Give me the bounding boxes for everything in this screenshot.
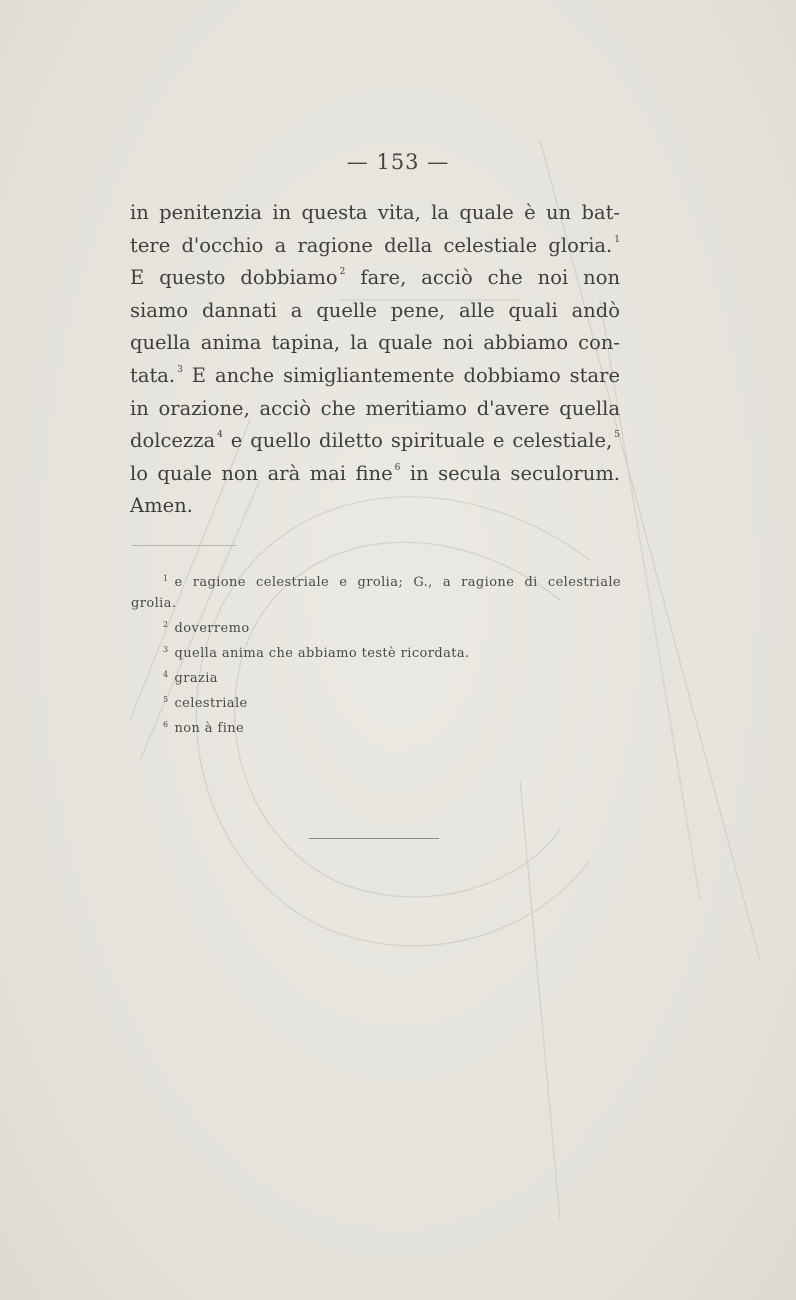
footnote: $^3$ quella anima che abbiamo testè ricordata. <box>163 645 470 661</box>
main-text <box>130 197 620 523</box>
text-line: quella anima tapina, la quale noi abbiamo con- <box>130 331 620 355</box>
text-line: siamo dannati a quelle pene, alle quali andò <box>130 298 620 322</box>
note-reference: 6 <box>394 462 401 473</box>
footnote: $^5$ celestriale <box>163 695 248 711</box>
note-reference: 1 <box>614 234 620 245</box>
footnote: $^2$ doverremo <box>163 620 250 636</box>
text-line: dolcezza $^4$ e quello diletto spirituale e celestiale, $^5$ <box>130 429 621 453</box>
text-line: in orazione, acciò che meritiamo d'avere quella <box>130 396 620 420</box>
text-line: Amen. <box>130 494 193 518</box>
footnote: $^1$ e ragione celestriale e grolia; G., a ragione di celestriale <box>163 574 621 590</box>
note-reference: 5 <box>614 430 621 441</box>
note-reference: 4 <box>217 430 223 441</box>
text-line: in penitenzia in questa vita, la quale è un bat- <box>130 201 620 224</box>
footnote-continuation: grolia. <box>131 596 177 611</box>
note-reference: 3 <box>177 364 183 375</box>
footnote: $^6$ non à fine <box>163 720 245 736</box>
note-reference: 2 <box>339 267 346 278</box>
footnotes <box>131 568 621 739</box>
text-line: lo quale non arà mai fine $^6$ in secula seculorum. <box>130 461 621 485</box>
text-line: tere d'occhio a ragione della celestiale gloria. $^1$ <box>130 233 620 257</box>
footnote-separator <box>131 545 237 546</box>
footnote: $^4$ grazia <box>163 670 218 686</box>
text-line: E questo dobbiamo $^2$ fare, acciò che noi non <box>130 266 621 290</box>
end-rule <box>309 838 439 839</box>
page-number: — 153 — <box>346 150 450 174</box>
text-line: tata. $^3$ E anche simigliantemente dobbiamo stare <box>130 363 620 387</box>
